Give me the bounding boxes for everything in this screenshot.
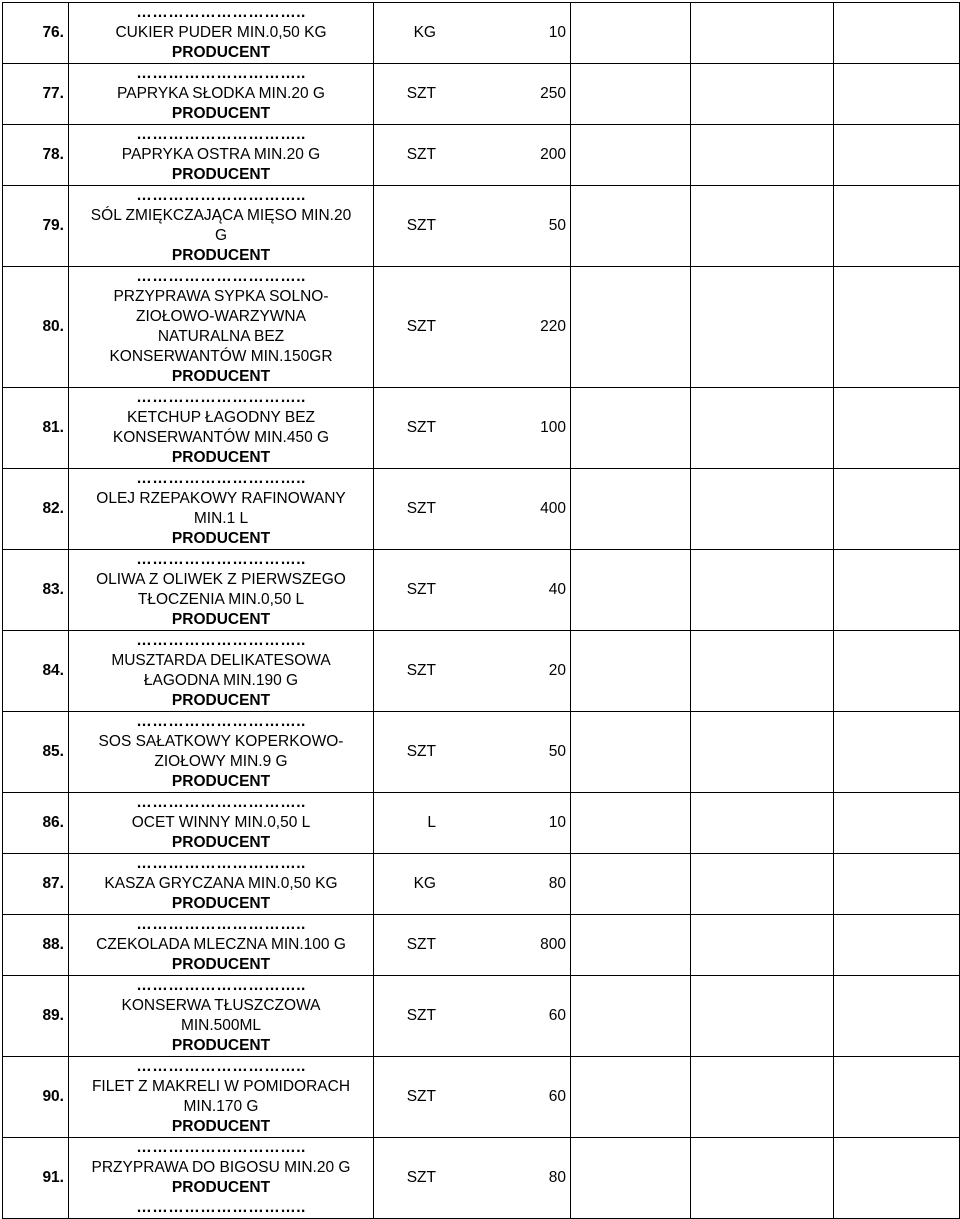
unit-of-measure: SZT: [406, 500, 436, 517]
dotted-placeholder: …………………………..: [136, 713, 306, 730]
empty-cell-notes: [834, 976, 960, 1057]
item-description: KONSERWANTÓW MIN.450 G: [112, 429, 330, 446]
item-name-cell: [69, 388, 374, 469]
empty-cell-value: [691, 125, 834, 186]
product-table: [2, 2, 960, 1219]
unit-of-measure: SZT: [406, 743, 436, 760]
empty-cell-notes: [834, 186, 960, 267]
empty-cell-notes: [834, 1138, 960, 1219]
item-name-cell: [69, 976, 374, 1057]
item-description: CUKIER PUDER MIN.0,50 KG: [115, 24, 327, 41]
empty-cell-notes: [834, 125, 960, 186]
item-description: KONSERWA TŁUSZCZOWA: [121, 997, 321, 1014]
item-name-cell: [69, 186, 374, 267]
empty-cell-price: [571, 388, 691, 469]
producent-label: PRODUCENT: [171, 895, 271, 912]
item-description: FILET Z MAKRELI W POMIDORACH: [91, 1078, 351, 1095]
table-row: [3, 631, 960, 712]
quantity: 50: [548, 217, 566, 234]
unit-of-measure: SZT: [406, 662, 436, 679]
quantity: 200: [540, 146, 566, 163]
dotted-placeholder: …………………………..: [136, 4, 306, 21]
empty-cell-price: [571, 915, 691, 976]
unit-of-measure: SZT: [406, 1169, 436, 1186]
empty-cell-price: [571, 3, 691, 64]
item-number: 80.: [3, 267, 69, 388]
empty-cell-value: [691, 631, 834, 712]
empty-cell-value: [691, 854, 834, 915]
item-name-cell: [69, 267, 374, 388]
producent-label: PRODUCENT: [171, 692, 271, 709]
producent-label: PRODUCENT: [171, 247, 271, 264]
unit-qty-cell: [374, 915, 571, 976]
item-name-cell: [69, 64, 374, 125]
item-description: SOS SAŁATKOWY KOPERKOWO-: [98, 733, 344, 750]
quantity: 250: [540, 85, 566, 102]
item-description: PRZYPRAWA SYPKA SOLNO-: [113, 288, 329, 305]
dotted-placeholder: …………………………..: [136, 1139, 306, 1156]
quantity: 400: [540, 500, 566, 517]
item-description: TŁOCZENIA MIN.0,50 L: [137, 591, 305, 608]
unit-qty-cell: [374, 1138, 571, 1219]
item-number: 89.: [3, 976, 69, 1057]
unit-qty-cell: [374, 388, 571, 469]
item-description: KASZA GRYCZANA MIN.0,50 KG: [104, 875, 338, 892]
unit-of-measure: SZT: [406, 1007, 436, 1024]
unit-qty-cell: [374, 469, 571, 550]
empty-cell-value: [691, 186, 834, 267]
quantity: 60: [548, 1007, 566, 1024]
empty-cell-value: [691, 469, 834, 550]
empty-cell-value: [691, 793, 834, 854]
empty-cell-value: [691, 1057, 834, 1138]
empty-cell-notes: [834, 267, 960, 388]
empty-cell-notes: [834, 388, 960, 469]
empty-cell-value: [691, 976, 834, 1057]
table-row: [3, 854, 960, 915]
dotted-placeholder: …………………………..: [136, 1058, 306, 1075]
dotted-placeholder: …………………………..: [136, 977, 306, 994]
item-description: ZIOŁOWO-WARZYWNA: [136, 308, 306, 325]
item-description: OCET WINNY MIN.0,50 L: [131, 814, 311, 831]
item-description: MIN.500ML: [180, 1017, 262, 1034]
unit-qty-cell: [374, 793, 571, 854]
empty-cell-value: [691, 915, 834, 976]
item-description: ŁAGODNA MIN.190 G: [143, 672, 299, 689]
table-row: [3, 64, 960, 125]
dotted-placeholder: …………………………..: [136, 551, 306, 568]
item-description: PRZYPRAWA DO BIGOSU MIN.20 G: [91, 1159, 351, 1176]
item-description: PAPRYKA SŁODKA MIN.20 G: [117, 85, 325, 102]
unit-of-measure: SZT: [406, 1088, 436, 1105]
empty-cell-notes: [834, 915, 960, 976]
unit-of-measure: SZT: [406, 936, 436, 953]
item-description: PAPRYKA OSTRA MIN.20 G: [121, 146, 321, 163]
empty-cell-value: [691, 550, 834, 631]
producent-label: PRODUCENT: [171, 834, 271, 851]
item-number: 84.: [3, 631, 69, 712]
item-number: 87.: [3, 854, 69, 915]
table-row: [3, 550, 960, 631]
item-name-cell: [69, 1057, 374, 1138]
producent-label: PRODUCENT: [171, 166, 271, 183]
unit-qty-cell: [374, 3, 571, 64]
table-row: [3, 712, 960, 793]
unit-qty-cell: [374, 712, 571, 793]
table-row: [3, 186, 960, 267]
unit-qty-cell: [374, 631, 571, 712]
unit-qty-cell: [374, 267, 571, 388]
producent-label: PRODUCENT: [171, 1118, 271, 1135]
empty-cell-value: [691, 3, 834, 64]
table-row: [3, 1057, 960, 1138]
empty-cell-notes: [834, 631, 960, 712]
quantity: 40: [548, 581, 566, 598]
unit-qty-cell: [374, 1057, 571, 1138]
producent-label: PRODUCENT: [171, 611, 271, 628]
table-row: [3, 388, 960, 469]
item-name-cell: [69, 712, 374, 793]
dotted-placeholder: …………………………..: [136, 126, 306, 143]
quantity: 80: [548, 1169, 566, 1186]
quantity: 220: [540, 318, 566, 335]
empty-cell-price: [571, 125, 691, 186]
producent-label: PRODUCENT: [171, 44, 271, 61]
producent-label: PRODUCENT: [171, 368, 271, 385]
unit-of-measure: KG: [413, 24, 436, 41]
unit-of-measure: KG: [413, 875, 436, 892]
empty-cell-price: [571, 631, 691, 712]
empty-cell-price: [571, 469, 691, 550]
empty-cell-price: [571, 1138, 691, 1219]
unit-of-measure: SZT: [406, 318, 436, 335]
item-number: 83.: [3, 550, 69, 631]
unit-qty-cell: [374, 854, 571, 915]
empty-cell-price: [571, 976, 691, 1057]
item-name-cell: [69, 915, 374, 976]
product-rows: [3, 3, 960, 1219]
quantity: 50: [548, 743, 566, 760]
producent-label: PRODUCENT: [171, 530, 271, 547]
table-row: [3, 976, 960, 1057]
empty-cell-price: [571, 267, 691, 388]
empty-cell-price: [571, 550, 691, 631]
unit-qty-cell: [374, 976, 571, 1057]
quantity: 20: [548, 662, 566, 679]
table-row: [3, 469, 960, 550]
empty-cell-price: [571, 854, 691, 915]
unit-of-measure: L: [427, 814, 436, 831]
item-number: 77.: [3, 64, 69, 125]
item-number: 86.: [3, 793, 69, 854]
dotted-placeholder: …………………………..: [136, 187, 306, 204]
item-number: 81.: [3, 388, 69, 469]
item-name-cell: [69, 3, 374, 64]
empty-cell-value: [691, 64, 834, 125]
item-number: 78.: [3, 125, 69, 186]
unit-of-measure: SZT: [406, 217, 436, 234]
empty-cell-notes: [834, 1057, 960, 1138]
item-name-cell: [69, 1138, 374, 1219]
item-name-cell: [69, 793, 374, 854]
empty-cell-notes: [834, 64, 960, 125]
empty-cell-value: [691, 712, 834, 793]
table-row: [3, 1138, 960, 1219]
table-row: [3, 793, 960, 854]
empty-cell-notes: [834, 854, 960, 915]
item-number: 88.: [3, 915, 69, 976]
producent-label: PRODUCENT: [171, 956, 271, 973]
item-description: KONSERWANTÓW MIN.150GR: [109, 348, 333, 365]
empty-cell-notes: [834, 712, 960, 793]
empty-cell-value: [691, 1138, 834, 1219]
table-row: [3, 3, 960, 64]
dotted-placeholder: …………………………..: [136, 389, 306, 406]
table-row: [3, 915, 960, 976]
item-description: MIN.170 G: [183, 1098, 259, 1115]
item-name-cell: [69, 550, 374, 631]
quantity: 100: [540, 419, 566, 436]
dotted-placeholder: …………………………..: [136, 470, 306, 487]
dotted-placeholder: …………………………..: [136, 855, 306, 872]
item-name-cell: [69, 469, 374, 550]
item-number: 91.: [3, 1138, 69, 1219]
item-description: NATURALNA BEZ: [157, 328, 285, 345]
item-description: CZEKOLADA MLECZNA MIN.100 G: [96, 936, 346, 953]
empty-cell-notes: [834, 3, 960, 64]
item-number: 76.: [3, 3, 69, 64]
unit-of-measure: SZT: [406, 581, 436, 598]
quantity: 60: [548, 1088, 566, 1105]
item-name-cell: [69, 125, 374, 186]
item-number: 90.: [3, 1057, 69, 1138]
quantity: 10: [548, 814, 566, 831]
empty-cell-price: [571, 1057, 691, 1138]
table-row: [3, 125, 960, 186]
empty-cell-price: [571, 712, 691, 793]
item-description: G: [214, 227, 228, 244]
dotted-placeholder: …………………………..: [136, 916, 306, 933]
empty-cell-notes: [834, 793, 960, 854]
item-description: SÓL ZMIĘKCZAJĄCA MIĘSO MIN.20: [90, 207, 352, 224]
unit-qty-cell: [374, 186, 571, 267]
item-description: ZIOŁOWY MIN.9 G: [154, 753, 288, 770]
item-description: KETCHUP ŁAGODNY BEZ: [126, 409, 316, 426]
producent-label: PRODUCENT: [171, 105, 271, 122]
empty-cell-value: [691, 267, 834, 388]
empty-cell-notes: [834, 550, 960, 631]
dotted-placeholder: …………………………..: [136, 268, 306, 285]
producent-label: PRODUCENT: [171, 449, 271, 466]
item-name-cell: [69, 854, 374, 915]
unit-qty-cell: [374, 550, 571, 631]
empty-cell-value: [691, 388, 834, 469]
table-row: [3, 267, 960, 388]
item-number: 79.: [3, 186, 69, 267]
item-description: OLIWA Z OLIWEK Z PIERWSZEGO: [96, 571, 346, 588]
quantity: 10: [548, 24, 566, 41]
item-name-cell: [69, 631, 374, 712]
dotted-placeholder: …………………………..: [136, 65, 306, 82]
item-number: 82.: [3, 469, 69, 550]
item-number: 85.: [3, 712, 69, 793]
producent-label: PRODUCENT: [171, 1179, 271, 1196]
unit-of-measure: SZT: [406, 146, 436, 163]
quantity: 800: [540, 936, 566, 953]
empty-cell-price: [571, 64, 691, 125]
producent-label: PRODUCENT: [171, 773, 271, 790]
dotted-placeholder: …………………………..: [136, 794, 306, 811]
unit-of-measure: SZT: [406, 419, 436, 436]
producent-label: PRODUCENT: [171, 1037, 271, 1054]
dotted-placeholder: …………………………..: [136, 1199, 306, 1216]
unit-qty-cell: [374, 125, 571, 186]
empty-cell-price: [571, 793, 691, 854]
dotted-placeholder: …………………………..: [136, 632, 306, 649]
empty-cell-price: [571, 186, 691, 267]
item-description: MIN.1 L: [193, 510, 249, 527]
unit-qty-cell: [374, 64, 571, 125]
item-description: MUSZTARDA DELIKATESOWA: [111, 652, 331, 669]
unit-of-measure: SZT: [406, 85, 436, 102]
item-description: OLEJ RZEPAKOWY RAFINOWANY: [96, 490, 346, 507]
quantity: 80: [548, 875, 566, 892]
empty-cell-notes: [834, 469, 960, 550]
